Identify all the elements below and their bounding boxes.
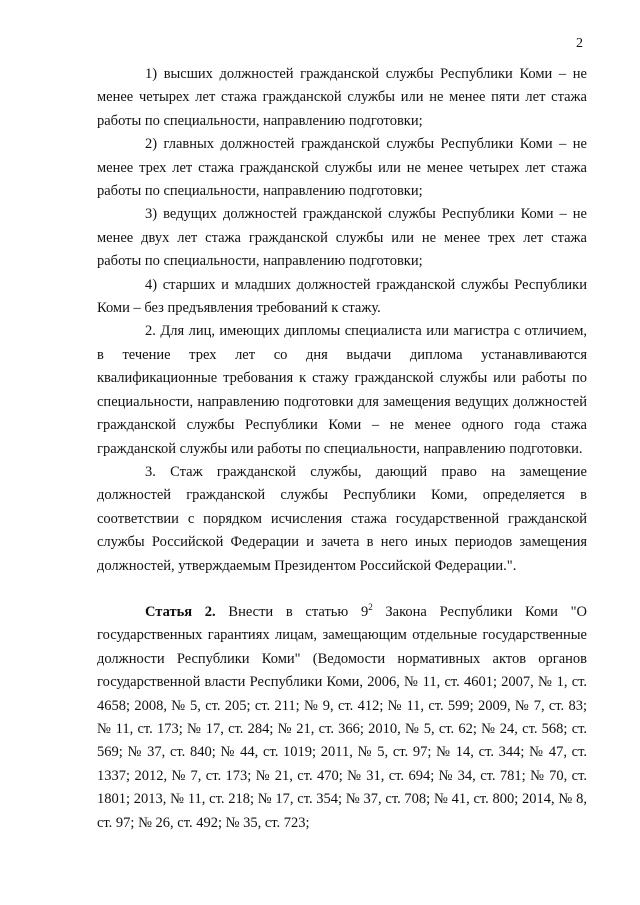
paragraph-item-3: 3) ведущих должностей гражданской службы Республики Коми – не менее двух лет стажа гражданской службы или не менее трех лет стажа работы по специальности, направлению подготовки; bbox=[97, 206, 587, 270]
article-2-text-start: Внести в статью 9 bbox=[215, 603, 369, 620]
article-number-superscript: 2 bbox=[368, 601, 373, 612]
paragraph-item-4: 4) старших и младших должностей гражданской службы Республики Коми – без предъявления требований к стажу. bbox=[97, 276, 587, 317]
paragraph-clause-2: 2. Для лиц, имеющих дипломы специалиста или магистра с отличием, в течение трех лет со дня выдачи диплома устанавливаются квалификационные требования к стажу гражданской службы или работы по специальности, направлению подготовки для замещения ведущих должностей гражданской службы Республики Коми – не менее одного года стажа гражданской службы или работы по специальности, направлению подготовки. bbox=[97, 323, 587, 457]
paragraph-item-2: 2) главных должностей гражданской службы Республики Коми – не менее трех лет стажа гражданской службы или не менее четырех лет стажа работы по специальности, направлению подготовки; bbox=[97, 136, 587, 200]
paragraph-clause-3: 3. Стаж гражданской службы, дающий право на замещение должностей гражданской службы Республики Коми, определяется в соответствии с порядком исчисления стажа государственной гражданской службы Российской Федерации и зачета в него иных периодов замещения должностей, утверждаемым Президентом Российской Федерации.". bbox=[97, 463, 587, 574]
article-2-title: Статья 2. bbox=[145, 603, 216, 620]
paragraph-item-1: 1) высших должностей гражданской службы Республики Коми – не менее четырех лет стажа гражданской службы или не менее пяти лет стажа работы по специальности, направлению подготовки; bbox=[97, 66, 587, 129]
document-body bbox=[97, 63, 587, 835]
article-2-paragraph bbox=[97, 601, 587, 835]
page-number: 2 bbox=[576, 36, 583, 51]
article-2-text-rest: Закона Республики Коми "О государственных гарантиях лицам, замещающим отдельные государственные должности Республики Коми" (Ведомости нормативных актов органов государственной власти Республики Коми, 2006, № 11, ст. 4601; 2007, № 1, ст. 4658; 2008, № 5, ст. 205; ст. 211; № 9, ст. 412; № 11, ст. 599; 2009, № 7, ст. 83; № 11, ст. 173; № 17, ст. 284; № 21, ст. 366; 2010, № 5, ст. 62; № 24, ст. 568; ст. 569; № 37, ст. 840; № 44, ст. 1019; 2011, № 5, ст. 97; № 14, ст. 344; № 47, ст. 1337; 2012, № 7, ст. 173; № 21, ст. 470; № 31, ст. 694; № 34, ст. 781; № 70, ст. 1801; 2013, № 11, ст. 218; № 17, ст. 354; № 37, ст. 708; № 41, ст. 800; 2014, № 8, ст. 97; № 26, ст. 492; № 35, ст. 723; bbox=[97, 603, 588, 831]
